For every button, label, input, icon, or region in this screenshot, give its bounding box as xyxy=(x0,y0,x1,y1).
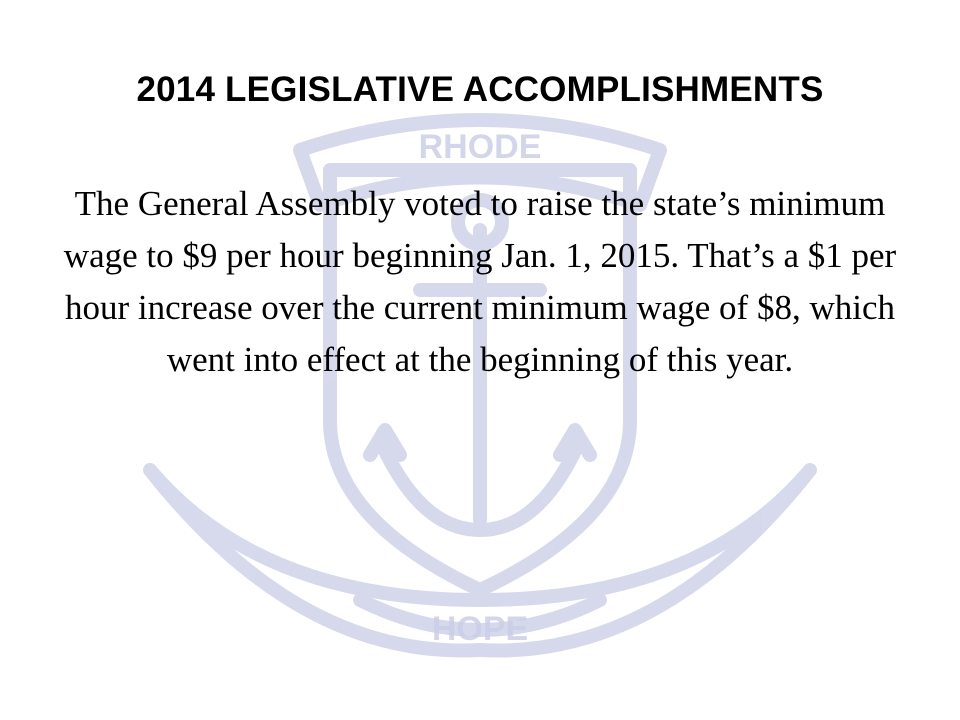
watermark-bottom-banner: HOPE xyxy=(431,610,529,648)
slide-body-text: The General Assembly voted to raise the state’s minimum wage to $9 per hour beginning Jan. 1, 2015. That’s a $1 per hour increase over the current minimum wage of $8, which went into effect at the beginning of this year. xyxy=(63,184,897,379)
slide-title: 2014 LEGISLATIVE ACCOMPLISHMENTS xyxy=(136,70,824,109)
watermark-top-banner: RHODE xyxy=(418,128,542,166)
